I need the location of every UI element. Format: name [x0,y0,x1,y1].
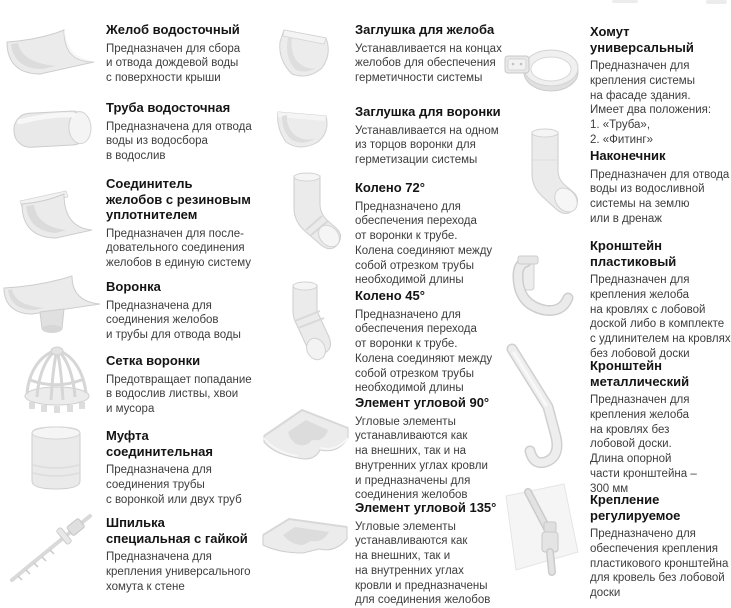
item-description [590,168,729,227]
adjustable-fastener-image [500,482,582,576]
item-title-line: Элемент угловой 90° [355,395,489,411]
catalog-item-text [355,500,496,608]
item-description [590,527,728,601]
item-title-line: Муфта [106,428,242,444]
item-title [106,100,252,116]
item-title-line: Заглушка для желоба [355,22,502,38]
item-description-line: и трубы для отвода воды [106,328,241,343]
item-description-line: Длина опорной [590,452,697,467]
corner-135-image [259,505,353,565]
item-description-line: воды из водосливной [590,182,729,197]
item-title-line: регулируемое [590,508,728,524]
item-description-line: на фасаде здания. [590,89,711,104]
item-title-line: пластиковый [590,254,731,270]
item-description-line: Предназначено для [590,527,728,542]
item-description-line: на внешних, так и [355,549,496,564]
item-title-line: Крепление [590,492,728,508]
catalog-item-text [106,176,251,271]
item-description-line: соединения желобов [355,488,489,503]
catalog-item-text [106,279,241,343]
elbow-72-image [272,172,342,258]
funnel-end-cap-image [268,104,336,156]
item-title [590,238,731,269]
item-description [106,227,251,271]
outlet-tip-image [512,128,588,224]
item-title-line: специальная с гайкой [106,531,251,547]
item-description-line: довательного соединения [106,241,251,256]
item-title-line: Хомут [590,24,711,40]
item-description-line: Угловые элементы [355,415,489,430]
catalog-item-text [590,238,731,362]
item-description-line: устанавливаются как [355,534,496,549]
item-description-line: доской либо в комплекте [590,317,731,332]
universal-clamp-image [503,42,583,98]
item-description-line: на внутренних углах [355,564,496,579]
catalog-item-text [590,24,711,148]
catalog-item-text [106,515,251,594]
item-description [106,550,251,594]
item-description-line: с удлинителем на кровлях [590,332,731,347]
item-description [106,299,241,343]
item-title [355,22,502,38]
item-title [106,22,240,38]
item-description-line: необходимой длины [355,273,492,288]
item-description-line: части кронштейна – [590,467,697,482]
item-description-line: крепления желоба [590,288,731,303]
item-title-line: желобов с резиновым [106,192,251,208]
item-description-line: Предназначена для [106,463,242,478]
item-description [355,124,501,168]
item-title-line: Шпилька [106,515,251,531]
elbow-45-image [271,281,341,365]
item-title [106,176,251,223]
item-description-line: системы на землю [590,197,729,212]
item-title [106,428,242,459]
item-description-line: и мусора [106,402,252,417]
item-title [355,288,492,304]
item-title-line: Наконечник [590,148,729,164]
item-description-line: Предназначена для отвода [106,120,252,135]
item-description-line: для кровель без лобовой [590,571,728,586]
item-description-line: Предназначен для сбора [106,42,240,57]
item-description-line: без лобовой доски [590,347,731,362]
item-description-line: от воронки к трубе. [355,337,492,352]
item-description-line: Колена соединяют между [355,352,492,367]
item-description-line: собой отрезком трубы [355,259,492,274]
catalog-item-text [106,22,240,86]
catalog-item-text [106,428,242,507]
item-title-line: металлический [590,374,697,390]
item-description-line: лобовой доски. [590,437,697,452]
gutter-image [4,26,102,84]
item-description-line: Колена соединяют между [355,244,492,259]
item-title [106,515,251,546]
catalog-item-text [355,104,501,168]
catalog-item-text [590,148,729,227]
item-title-line: Кронштейн [590,358,697,374]
downpipe-image [8,103,100,151]
item-description-line: в водослив [106,149,252,164]
item-description-line: желобов для обеспечения [355,56,502,71]
item-description-line: кровли и предназначены [355,579,496,594]
item-description-line: крепления универсального [106,565,251,580]
item-description-line: и отвода дождевой воды [106,56,240,71]
item-description-line: Предназначено для [355,308,492,323]
item-title-line: Кронштейн [590,238,731,254]
corner-90-image [258,398,354,466]
item-title-line: Колено 45° [355,288,492,304]
item-description-line: герметизации системы [355,153,501,168]
catalog-item-text [106,100,252,164]
item-description-line: соединения желобов [106,313,241,328]
item-description-line: внутренних углах кровли [355,459,489,474]
item-description-line: 2. «Фитинг» [590,133,711,148]
item-title-line: соединительная [106,444,242,460]
item-description-line: или в дренаж [590,212,729,227]
funnel-strainer-image [18,344,96,414]
item-description [106,42,240,86]
item-description-line: Предназначен для [590,59,711,74]
item-description-line: соединения трубы [106,478,242,493]
item-description-line: от воронки к трубе. [355,229,492,244]
catalog-item-text [590,358,697,497]
item-description-line: Предназначена для [106,299,241,314]
item-title-line: Труба водосточная [106,100,252,116]
item-description-line: пластикового кронштейна [590,557,728,572]
item-description-line: желобов в единую систему [106,256,251,271]
item-title-line: Заглушка для воронки [355,104,501,120]
catalog-item-text [355,22,502,86]
item-title-line: Колено 72° [355,180,492,196]
item-description [355,520,496,608]
metal-bracket-image [498,345,582,477]
item-description [355,415,489,504]
item-description [106,373,252,417]
catalog-item-text [355,395,489,503]
item-description-line: Предназначен для [590,273,731,288]
item-description-line: Устанавливается на концах [355,42,502,57]
item-description [355,200,492,289]
item-description-line: воды из водосбора [106,134,252,149]
plastic-bracket-image [506,250,578,328]
item-description [590,393,697,497]
item-title-line: Желоб водосточный [106,22,240,38]
item-description-line: обеспечения крепления [590,542,728,557]
item-description [590,273,731,362]
item-description-line: с воронкой или двух труб [106,493,242,508]
item-description-line: крепления желоба [590,408,697,423]
item-description-line: Предотвращает попадание [106,373,252,388]
item-title [106,279,241,295]
item-description-line: 1. «Труба», [590,118,711,133]
item-description-line: для соединения желобов [355,593,496,608]
item-description-line: Предназначен для [590,393,697,408]
item-description-line: герметичности системы [355,71,502,86]
catalog-item-text [355,180,492,288]
scan-artifact [706,0,727,4]
item-title-line: Элемент угловой 135° [355,500,496,516]
item-description-line: обеспечения перехода [355,322,492,337]
item-description-line: Устанавливается на одном [355,124,501,139]
gutter-connector-image [16,186,98,248]
item-title [590,24,711,55]
item-title [355,500,496,516]
gutter-end-cap-image [270,24,336,84]
item-description-line: 300 мм [590,482,697,497]
item-description-line: Предназначена для [106,550,251,565]
item-description-line: Имеет два положения: [590,103,711,118]
item-description-line: устанавливаются как [355,429,489,444]
item-description-line: хомута к стене [106,580,251,595]
item-title-line: универсальный [590,40,711,56]
item-title [590,148,729,164]
item-description-line: крепления системы [590,74,711,89]
item-description-line: собой отрезком трубы [355,367,492,382]
item-title [355,395,489,411]
item-description [355,42,502,86]
stud-with-nut-image [6,504,102,586]
item-description-line: Предназначено для [355,200,492,215]
item-title-line: Воронка [106,279,241,295]
item-description-line: обеспечения перехода [355,214,492,229]
item-description-line: с поверхности крыши [106,71,240,86]
item-title-line: Сетка воронки [106,353,252,369]
funnel-image [2,272,102,334]
item-description-line: из торцов воронки для [355,138,501,153]
coupler-image [24,423,88,493]
catalog-item-text [590,492,728,601]
item-title-line: Соединитель [106,176,251,192]
scan-artifact [612,0,638,3]
item-title [106,353,252,369]
catalog-item-text [355,288,492,396]
item-description-line: на кровлях без [590,423,697,438]
item-description-line: доски [590,586,728,601]
item-title-line: уплотнителем [106,207,251,223]
item-title [355,180,492,196]
item-description-line: Предназначен для после- [106,227,251,242]
item-description-line: на кровлях с лобовой [590,303,731,318]
item-description-line: необходимой длины [355,381,492,396]
item-description [590,59,711,148]
catalog-item-text [106,353,252,417]
item-title [590,358,697,389]
item-description-line: Предназначен для отвода [590,168,729,183]
item-title [590,492,728,523]
item-description [106,120,252,164]
item-title [355,104,501,120]
item-description-line: Угловые элементы [355,520,496,535]
item-description-line: на внешних, так и на [355,444,489,459]
item-description-line: в водослив листвы, хвои [106,387,252,402]
item-description [106,463,242,507]
item-description-line: и предназначены для [355,474,489,489]
item-description [355,308,492,397]
